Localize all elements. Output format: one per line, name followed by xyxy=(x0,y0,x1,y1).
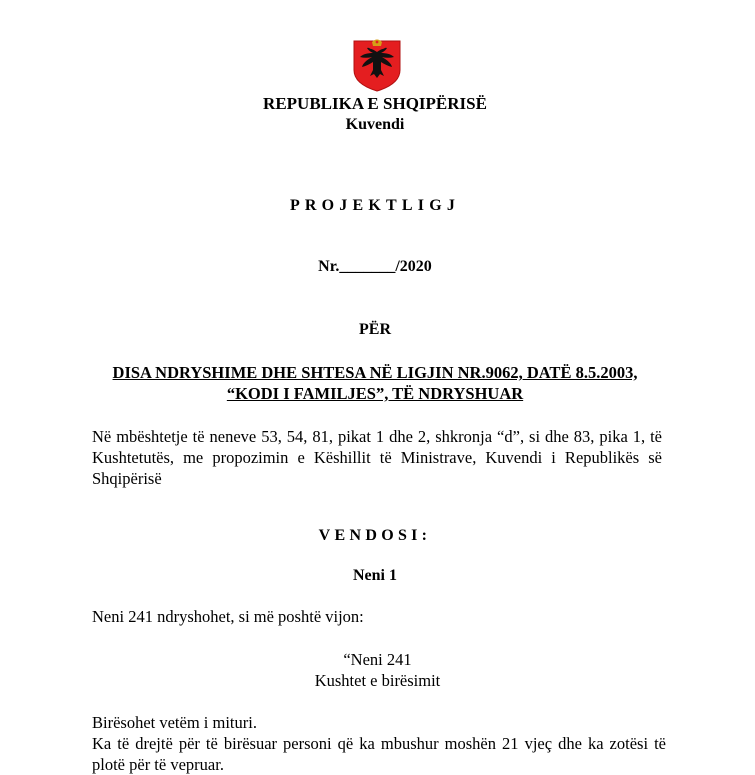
article-1-heading: Neni 1 xyxy=(353,567,397,584)
document-type: PROJEKTLIGJ xyxy=(289,197,461,214)
decides-heading: VENDOSI: xyxy=(318,527,432,544)
institution-name: Kuvendi xyxy=(345,116,405,133)
albanian-coat-of-arms-icon xyxy=(351,36,403,92)
article-text-line-1: Birësohet vetëm i mituri. xyxy=(92,713,257,732)
document-title-line-2: “KODI I FAMILJES”, TË NDRYSHUAR xyxy=(226,384,524,403)
republic-name: REPUBLIKA E SHQIPËRISË xyxy=(263,94,487,113)
document-for: PËR xyxy=(359,321,391,338)
document-title-line-1: DISA NDRYSHIME DHE SHTESA NË LIGJIN NR.9062, DATË 8.5.2003, xyxy=(112,363,638,382)
document-number: Nr._______/2020 xyxy=(318,258,432,275)
article-text-line-2: Ka të drejtë për të birësuar personi që ka mbushur moshën 21 vjeç dhe ka zotësi të plotë për të vepruar. xyxy=(92,734,666,774)
quoted-article-heading: “Neni 241 xyxy=(343,650,412,669)
preamble-paragraph: Në mbështetje të neneve 53, 54, 81, pikat 1 dhe 2, shkronja “d”, si dhe 83, pika 1, të Kushtetutës, me propozimin e Këshillit të Ministrave, Kuvendi i Republikës së Shqipërisë xyxy=(92,427,662,488)
quoted-article-title: Kushtet e birësimit xyxy=(314,671,441,690)
article-1-intro: Neni 241 ndryshohet, si më poshtë vijon: xyxy=(92,607,364,626)
